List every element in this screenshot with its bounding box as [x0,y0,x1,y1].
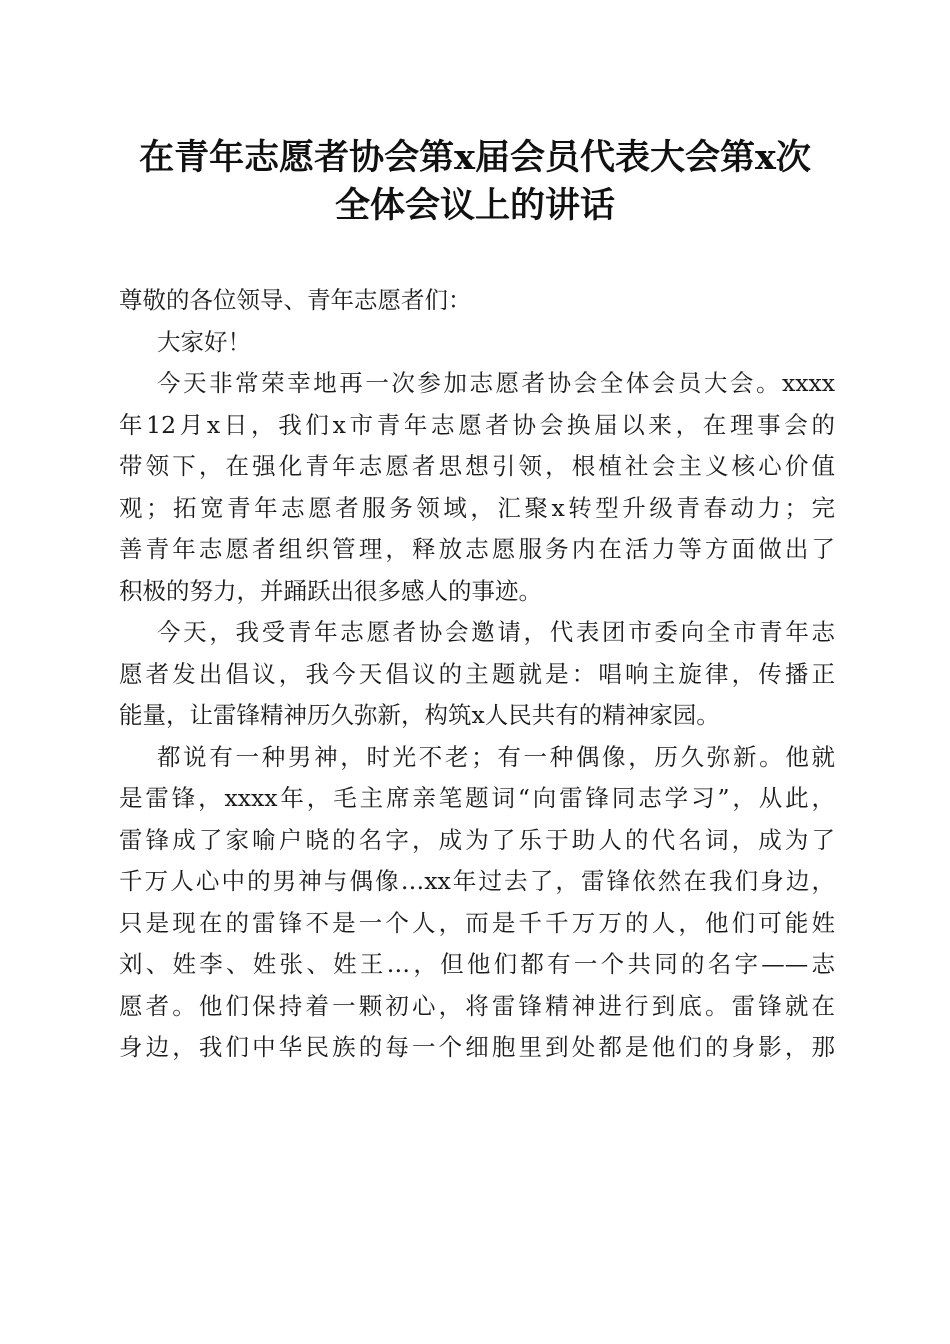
document-title [110,134,840,230]
paragraph-3-line: 雷锋成了家喻户晓的名字，成为了乐于助人的代名词，成为了 [119,825,835,854]
paragraph-3-line: 千万人心中的男神与偶像…xx年过去了，雷锋依然在我们身边， [119,867,835,895]
title-line-2: 全体会议上的讲话 [334,185,615,226]
paragraph-3-line: 都说有一种男神，时光不老；有一种偶像，历久弥新。他就 [157,742,835,771]
paragraph-1-line: 今天非常荣幸地再一次参加志愿者协会全体会员大会。xxxx [157,369,835,397]
paragraph-3-line: 身边，我们中华民族的每一个细胞里到处都是他们的身影，那 [119,1033,835,1061]
paragraph-3-line: 只是现在的雷锋不是一个人，而是千千万万的人，他们可能姓 [119,908,835,937]
greeting: 大家好！ [157,327,251,356]
paragraph-3-line: 愿者。他们保持着一颗初心，将雷锋精神进行到底。雷锋就在 [119,991,835,1020]
paragraph-2-line: 今天，我受青年志愿者协会邀请，代表团市委向全市青年志 [157,618,835,646]
title-line-1: 在青年志愿者协会第x届会员代表大会第x次 [139,137,811,178]
paragraph-2-line: 愿者发出倡议，我今天倡议的主题就是：唱响主旋律，传播正 [119,659,835,688]
document-body [119,280,835,1069]
paragraph-1-line: 积极的努力，并踊跃出很多感人的事迹。 [119,576,542,605]
paragraph-3-line: 刘、姓李、姓张、姓王…，但他们都有一个共同的名字——志 [119,950,835,978]
paragraph-3-line: 是雷锋，xxxx年，毛主席亲笔题词“向雷锋同志学习”，从此， [119,784,835,812]
paragraph-1-line: 带领下，在强化青年志愿者思想引领，根植社会主义核心价值 [119,452,835,480]
paragraph-1-line: 观；拓宽青年志愿者服务领域，汇聚x转型升级青春动力；完 [119,493,835,522]
salutation: 尊敬的各位领导、青年志愿者们： [119,286,472,314]
paragraph-2-line: 能量，让雷锋精神历久弥新，构筑x人民共有的精神家园。 [119,701,720,729]
paragraph-1-line: 年12月x日，我们x市青年志愿者协会换届以来，在理事会的 [119,410,835,439]
paragraph-1-line: 善青年志愿者组织管理，释放志愿服务内在活力等方面做出了 [119,535,835,563]
